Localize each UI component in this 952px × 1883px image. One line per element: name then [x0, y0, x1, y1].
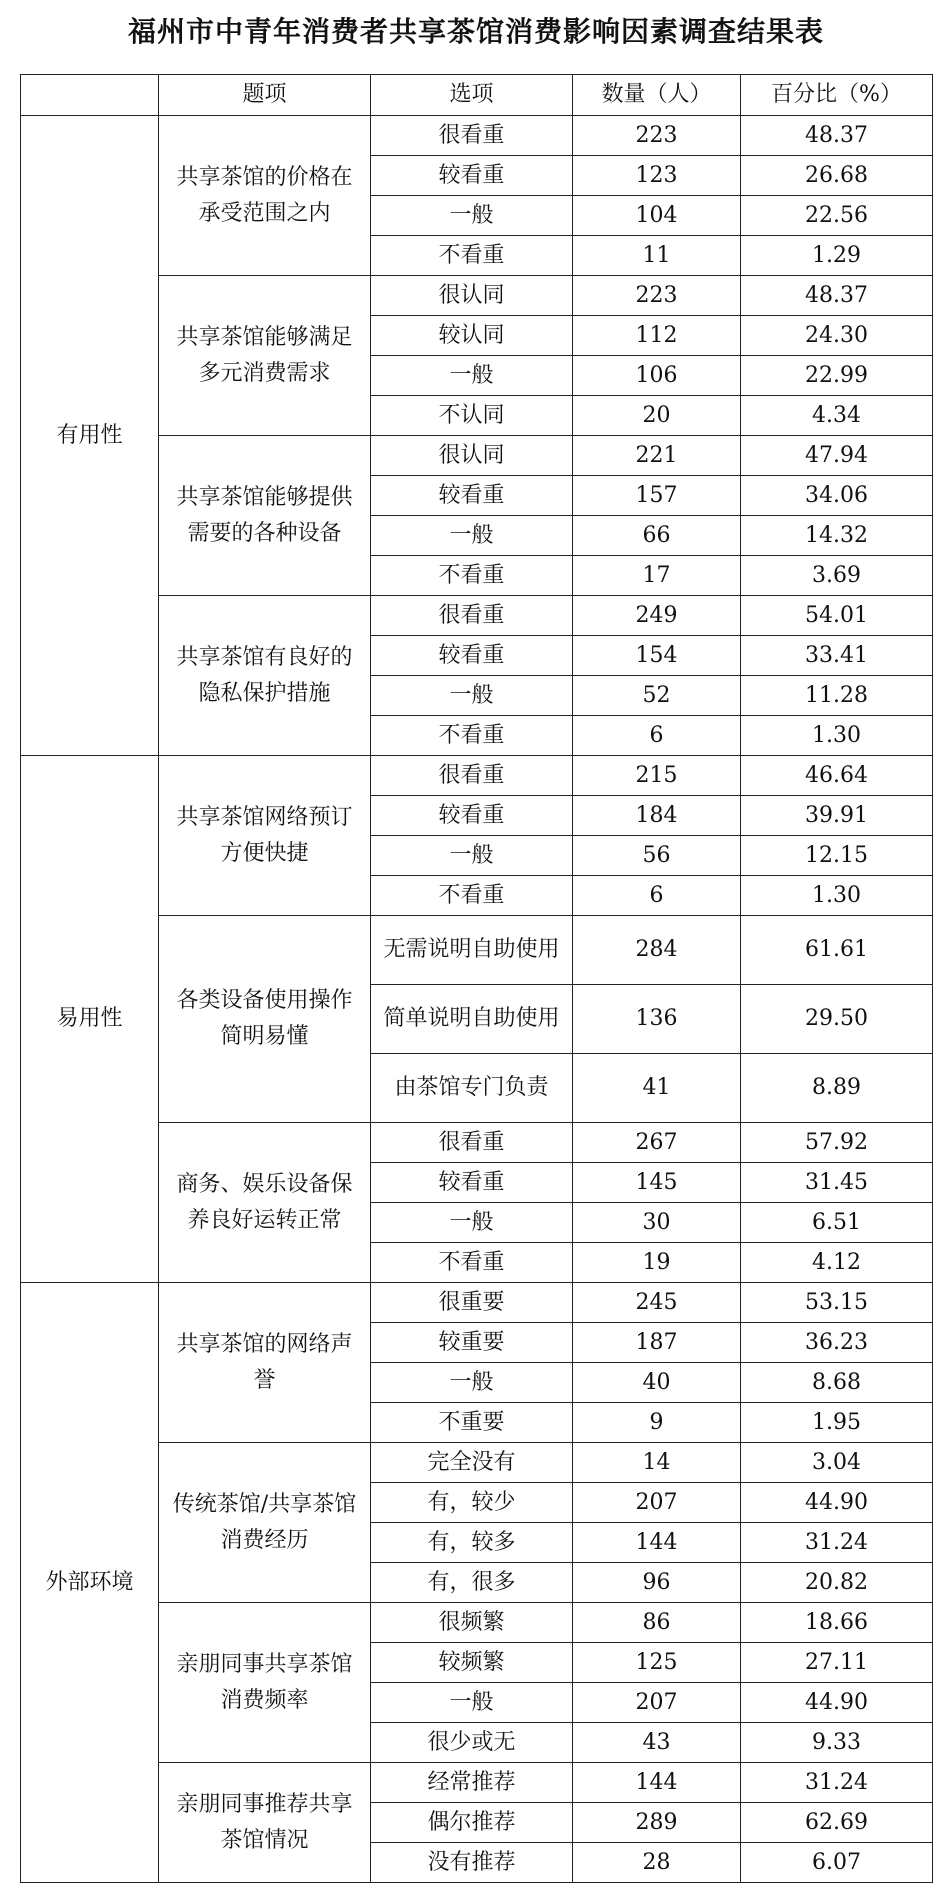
count-cell: 249: [573, 596, 741, 636]
percent-cell: 9.33: [741, 1723, 933, 1763]
survey-table: [20, 74, 933, 1883]
option-cell: 经常推荐: [371, 1763, 573, 1803]
count-cell: 123: [573, 156, 741, 196]
option-cell: 一般: [371, 196, 573, 236]
percent-cell: 26.68: [741, 156, 933, 196]
count-cell: 11: [573, 236, 741, 276]
option-cell: 较看重: [371, 636, 573, 676]
count-cell: 43: [573, 1723, 741, 1763]
percent-cell: 22.56: [741, 196, 933, 236]
option-cell: 一般: [371, 1203, 573, 1243]
option-cell: 较频繁: [371, 1643, 573, 1683]
percent-cell: 34.06: [741, 476, 933, 516]
count-cell: 6: [573, 876, 741, 916]
question-cell: 共享茶馆能够满足多元消费需求: [159, 276, 371, 436]
option-cell: 较重要: [371, 1323, 573, 1363]
count-cell: 207: [573, 1483, 741, 1523]
question-cell: 亲朋同事推荐共享茶馆情况: [159, 1763, 371, 1883]
option-cell: 不认同: [371, 396, 573, 436]
option-cell: 无需说明自助使用: [371, 916, 573, 985]
percent-cell: 44.90: [741, 1683, 933, 1723]
table-row: [21, 1283, 933, 1323]
count-cell: 289: [573, 1803, 741, 1843]
table-body: [21, 116, 933, 1883]
option-cell: 较看重: [371, 796, 573, 836]
count-cell: 223: [573, 116, 741, 156]
category-cell: 外部环境: [21, 1283, 159, 1883]
option-cell: 很重要: [371, 1283, 573, 1323]
count-cell: 215: [573, 756, 741, 796]
option-cell: 不看重: [371, 556, 573, 596]
percent-cell: 46.64: [741, 756, 933, 796]
option-cell: 较看重: [371, 1163, 573, 1203]
count-cell: 14: [573, 1443, 741, 1483]
percent-cell: 8.89: [741, 1054, 933, 1123]
option-cell: 没有推荐: [371, 1843, 573, 1883]
count-cell: 125: [573, 1643, 741, 1683]
percent-cell: 36.23: [741, 1323, 933, 1363]
option-cell: 一般: [371, 1363, 573, 1403]
count-cell: 136: [573, 985, 741, 1054]
option-cell: 一般: [371, 836, 573, 876]
option-cell: 很少或无: [371, 1723, 573, 1763]
option-cell: 较认同: [371, 316, 573, 356]
option-cell: 一般: [371, 516, 573, 556]
percent-cell: 11.28: [741, 676, 933, 716]
option-cell: 不看重: [371, 1243, 573, 1283]
percent-cell: 31.45: [741, 1163, 933, 1203]
count-cell: 6: [573, 716, 741, 756]
count-cell: 144: [573, 1763, 741, 1803]
category-cell: 易用性: [21, 756, 159, 1283]
percent-cell: 54.01: [741, 596, 933, 636]
percent-cell: 61.61: [741, 916, 933, 985]
percent-cell: 53.15: [741, 1283, 933, 1323]
question-cell: 共享茶馆的价格在承受范围之内: [159, 116, 371, 276]
category-cell: 有用性: [21, 116, 159, 756]
count-cell: 223: [573, 276, 741, 316]
question-cell: 亲朋同事共享茶馆消费频率: [159, 1603, 371, 1763]
percent-cell: 57.92: [741, 1123, 933, 1163]
percent-cell: 1.29: [741, 236, 933, 276]
count-cell: 96: [573, 1563, 741, 1603]
table-row: [21, 756, 933, 796]
option-cell: 很看重: [371, 756, 573, 796]
percent-cell: 3.04: [741, 1443, 933, 1483]
question-cell: 共享茶馆能够提供需要的各种设备: [159, 436, 371, 596]
count-cell: 40: [573, 1363, 741, 1403]
count-cell: 30: [573, 1203, 741, 1243]
option-cell: 简单说明自助使用: [371, 985, 573, 1054]
header-row: [21, 75, 933, 116]
question-cell: 共享茶馆有良好的隐私保护措施: [159, 596, 371, 756]
percent-cell: 33.41: [741, 636, 933, 676]
percent-cell: 12.15: [741, 836, 933, 876]
percent-cell: 27.11: [741, 1643, 933, 1683]
option-cell: 较看重: [371, 156, 573, 196]
table-title: 福州市中青年消费者共享茶馆消费影响因素调查结果表: [127, 15, 824, 48]
count-cell: 66: [573, 516, 741, 556]
percent-cell: 24.30: [741, 316, 933, 356]
percent-cell: 62.69: [741, 1803, 933, 1843]
option-cell: 不重要: [371, 1403, 573, 1443]
count-cell: 19: [573, 1243, 741, 1283]
option-cell: 有，较少: [371, 1483, 573, 1523]
question-cell: 共享茶馆的网络声誉: [159, 1283, 371, 1443]
option-cell: 由茶馆专门负责: [371, 1054, 573, 1123]
option-cell: 一般: [371, 676, 573, 716]
option-cell: 一般: [371, 356, 573, 396]
option-cell: 完全没有: [371, 1443, 573, 1483]
percent-cell: 44.90: [741, 1483, 933, 1523]
percent-cell: 8.68: [741, 1363, 933, 1403]
percent-cell: 4.34: [741, 396, 933, 436]
percent-cell: 20.82: [741, 1563, 933, 1603]
option-cell: 很认同: [371, 276, 573, 316]
option-cell: 不看重: [371, 876, 573, 916]
header-percent: 百分比（%）: [741, 75, 933, 116]
percent-cell: 6.51: [741, 1203, 933, 1243]
option-cell: 有，较多: [371, 1523, 573, 1563]
count-cell: 207: [573, 1683, 741, 1723]
count-cell: 187: [573, 1323, 741, 1363]
count-cell: 17: [573, 556, 741, 596]
count-cell: 106: [573, 356, 741, 396]
count-cell: 284: [573, 916, 741, 985]
count-cell: 145: [573, 1163, 741, 1203]
option-cell: 偶尔推荐: [371, 1803, 573, 1843]
count-cell: 184: [573, 796, 741, 836]
question-cell: 各类设备使用操作简明易懂: [159, 916, 371, 1123]
count-cell: 154: [573, 636, 741, 676]
option-cell: 很看重: [371, 1123, 573, 1163]
percent-cell: 29.50: [741, 985, 933, 1054]
option-cell: 一般: [371, 1683, 573, 1723]
option-cell: 较看重: [371, 476, 573, 516]
count-cell: 104: [573, 196, 741, 236]
percent-cell: 1.95: [741, 1403, 933, 1443]
percent-cell: 31.24: [741, 1523, 933, 1563]
count-cell: 9: [573, 1403, 741, 1443]
count-cell: 86: [573, 1603, 741, 1643]
percent-cell: 48.37: [741, 116, 933, 156]
percent-cell: 48.37: [741, 276, 933, 316]
table-row: [21, 116, 933, 156]
percent-cell: 3.69: [741, 556, 933, 596]
percent-cell: 6.07: [741, 1843, 933, 1883]
option-cell: 不看重: [371, 236, 573, 276]
count-cell: 157: [573, 476, 741, 516]
percent-cell: 4.12: [741, 1243, 933, 1283]
header-question: 题项: [159, 75, 371, 116]
percent-cell: 14.32: [741, 516, 933, 556]
percent-cell: 1.30: [741, 876, 933, 916]
option-cell: 有，很多: [371, 1563, 573, 1603]
question-cell: 共享茶馆网络预订方便快捷: [159, 756, 371, 916]
count-cell: 144: [573, 1523, 741, 1563]
header-count: 数量（人）: [573, 75, 741, 116]
option-cell: 很认同: [371, 436, 573, 476]
header-category: [21, 75, 159, 116]
option-cell: 不看重: [371, 716, 573, 756]
percent-cell: 39.91: [741, 796, 933, 836]
count-cell: 267: [573, 1123, 741, 1163]
percent-cell: 1.30: [741, 716, 933, 756]
percent-cell: 22.99: [741, 356, 933, 396]
option-cell: 很频繁: [371, 1603, 573, 1643]
question-cell: 传统茶馆/共享茶馆消费经历: [159, 1443, 371, 1603]
header-option: 选项: [371, 75, 573, 116]
count-cell: 56: [573, 836, 741, 876]
percent-cell: 18.66: [741, 1603, 933, 1643]
question-cell: 商务、娱乐设备保养良好运转正常: [159, 1123, 371, 1283]
count-cell: 28: [573, 1843, 741, 1883]
percent-cell: 47.94: [741, 436, 933, 476]
count-cell: 221: [573, 436, 741, 476]
count-cell: 245: [573, 1283, 741, 1323]
count-cell: 41: [573, 1054, 741, 1123]
count-cell: 112: [573, 316, 741, 356]
count-cell: 20: [573, 396, 741, 436]
option-cell: 很看重: [371, 596, 573, 636]
option-cell: 很看重: [371, 116, 573, 156]
count-cell: 52: [573, 676, 741, 716]
percent-cell: 31.24: [741, 1763, 933, 1803]
